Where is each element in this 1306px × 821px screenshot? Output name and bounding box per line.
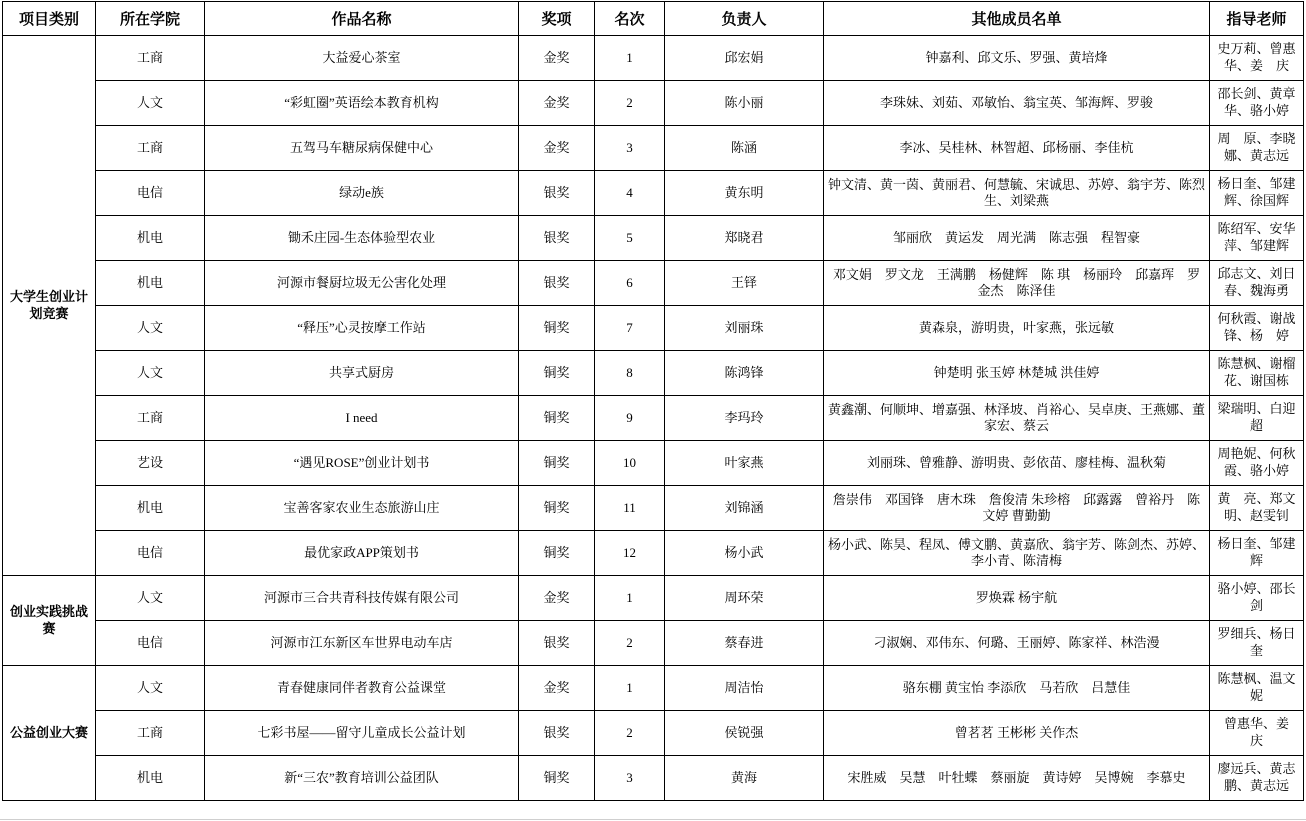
rank-cell: 5 <box>595 216 665 261</box>
table-row <box>3 486 1304 531</box>
advisor-cell: 梁瑞明、白迎超 <box>1210 396 1304 441</box>
college-cell: 电信 <box>96 531 205 576</box>
rank-cell: 6 <box>595 261 665 306</box>
members-cell: 李冰、吴桂林、林智超、邱杨丽、李佳杭 <box>824 126 1210 171</box>
table-row <box>3 126 1304 171</box>
advisor-cell: 邱志文、刘日春、魏海勇 <box>1210 261 1304 306</box>
advisor-cell: 骆小婷、邵长剑 <box>1210 576 1304 621</box>
members-cell: 邹丽欣 黄运发 周光满 陈志强 程智豪 <box>824 216 1210 261</box>
rank-cell: 12 <box>595 531 665 576</box>
category-cell: 创业实践挑战赛 <box>3 576 96 666</box>
advisor-cell: 杨日奎、邹建辉、徐国辉 <box>1210 171 1304 216</box>
table-row <box>3 531 1304 576</box>
table-row <box>3 36 1304 81</box>
work-cell: “遇见ROSE”创业计划书 <box>205 441 519 486</box>
rank-cell: 8 <box>595 351 665 396</box>
header-advisor: 指导老师 <box>1210 2 1304 36</box>
members-cell: 罗焕霖 杨宇航 <box>824 576 1210 621</box>
college-cell: 机电 <box>96 756 205 801</box>
award-cell: 银奖 <box>519 621 595 666</box>
rank-cell: 10 <box>595 441 665 486</box>
advisor-cell: 邵长剑、黄章华、骆小婷 <box>1210 81 1304 126</box>
work-cell: 共享式厨房 <box>205 351 519 396</box>
college-cell: 机电 <box>96 486 205 531</box>
members-cell: 钟文清、黄一茵、黄丽君、何慧毓、宋诚思、苏婷、翁宇芳、陈烈生、刘梁燕 <box>824 171 1210 216</box>
leader-cell: 刘锦涵 <box>665 486 824 531</box>
members-cell: 邓文娟 罗文龙 王满鹏 杨健辉 陈 琪 杨丽玲 邱嘉珲 罗金杰 陈泽佳 <box>824 261 1210 306</box>
award-cell: 银奖 <box>519 261 595 306</box>
members-cell: 宋胜威 吴慧 叶牡蝶 蔡丽旋 黄诗婷 吴博婉 李慕史 <box>824 756 1210 801</box>
work-cell: 新“三农”教育培训公益团队 <box>205 756 519 801</box>
members-cell: 李珠妹、刘茹、邓敏怡、翁宝英、邹海辉、罗骏 <box>824 81 1210 126</box>
award-cell: 铜奖 <box>519 531 595 576</box>
table-row <box>3 621 1304 666</box>
leader-cell: 叶家燕 <box>665 441 824 486</box>
rank-cell: 1 <box>595 36 665 81</box>
table-row <box>3 261 1304 306</box>
header-rank: 名次 <box>595 2 665 36</box>
work-cell: 青春健康同伴者教育公益课堂 <box>205 666 519 711</box>
college-cell: 电信 <box>96 171 205 216</box>
leader-cell: 侯锐强 <box>665 711 824 756</box>
leader-cell: 郑晓君 <box>665 216 824 261</box>
members-cell: 刘丽珠、曾雅静、游明贵、彭依苗、廖桂梅、温秋菊 <box>824 441 1210 486</box>
table-row <box>3 666 1304 711</box>
work-cell: 七彩书屋——留守儿童成长公益计划 <box>205 711 519 756</box>
table-row <box>3 711 1304 756</box>
advisor-cell: 罗细兵、杨日奎 <box>1210 621 1304 666</box>
rank-cell: 2 <box>595 81 665 126</box>
college-cell: 人文 <box>96 576 205 621</box>
work-cell: I need <box>205 396 519 441</box>
category-cell: 大学生创业计划竞赛 <box>3 36 96 576</box>
awards-table <box>2 1 1304 801</box>
table-row <box>3 756 1304 801</box>
work-cell: 锄禾庄园-生态体验型农业 <box>205 216 519 261</box>
members-cell: 刁淑娴、邓伟东、何璐、王丽婷、陈家祥、林浩漫 <box>824 621 1210 666</box>
advisor-cell: 周 原、李晓娜、黄志远 <box>1210 126 1304 171</box>
members-cell: 黄鑫潮、何顺坤、增嘉强、林泽坡、肖裕心、吴卓庚、王燕娜、董家宏、蔡云 <box>824 396 1210 441</box>
work-cell: 绿动e族 <box>205 171 519 216</box>
leader-cell: 黄东明 <box>665 171 824 216</box>
advisor-cell: 陈慧枫、温文妮 <box>1210 666 1304 711</box>
category-cell: 公益创业大赛 <box>3 666 96 801</box>
college-cell: 工商 <box>96 126 205 171</box>
advisor-cell: 曾惠华、姜 庆 <box>1210 711 1304 756</box>
members-cell: 钟楚明 张玉婷 林楚城 洪佳婷 <box>824 351 1210 396</box>
table-row <box>3 81 1304 126</box>
members-cell: 骆东棚 黄宝怡 李添欣 马若欣 吕慧佳 <box>824 666 1210 711</box>
award-cell: 金奖 <box>519 576 595 621</box>
rank-cell: 3 <box>595 756 665 801</box>
college-cell: 人文 <box>96 351 205 396</box>
rank-cell: 4 <box>595 171 665 216</box>
rank-cell: 2 <box>595 711 665 756</box>
leader-cell: 李玛玲 <box>665 396 824 441</box>
work-cell: 河源市江东新区车世界电动车店 <box>205 621 519 666</box>
college-cell: 机电 <box>96 261 205 306</box>
college-cell: 工商 <box>96 36 205 81</box>
rank-cell: 9 <box>595 396 665 441</box>
work-cell: 河源市三合共青科技传媒有限公司 <box>205 576 519 621</box>
advisor-cell: 陈绍军、安华萍、邹建辉 <box>1210 216 1304 261</box>
leader-cell: 陈涵 <box>665 126 824 171</box>
members-cell: 詹崇伟 邓国锋 唐木珠 詹俊清 朱珍榕 邱露露 曾裕丹 陈文婷 曹勤勤 <box>824 486 1210 531</box>
table-row <box>3 306 1304 351</box>
college-cell: 电信 <box>96 621 205 666</box>
work-cell: 河源市餐厨垃圾无公害化处理 <box>205 261 519 306</box>
award-cell: 铜奖 <box>519 756 595 801</box>
advisor-cell: 史万莉、曾惠华、姜 庆 <box>1210 36 1304 81</box>
leader-cell: 杨小武 <box>665 531 824 576</box>
table-row <box>3 576 1304 621</box>
rank-cell: 3 <box>595 126 665 171</box>
rank-cell: 1 <box>595 666 665 711</box>
college-cell: 人文 <box>96 666 205 711</box>
award-cell: 铜奖 <box>519 306 595 351</box>
college-cell: 艺设 <box>96 441 205 486</box>
award-cell: 铜奖 <box>519 486 595 531</box>
header-leader: 负责人 <box>665 2 824 36</box>
work-cell: “释压”心灵按摩工作站 <box>205 306 519 351</box>
award-cell: 银奖 <box>519 216 595 261</box>
award-cell: 金奖 <box>519 81 595 126</box>
work-cell: 大益爱心茶室 <box>205 36 519 81</box>
table-row <box>3 216 1304 261</box>
work-cell: 宝善客家农业生态旅游山庄 <box>205 486 519 531</box>
rank-cell: 7 <box>595 306 665 351</box>
work-cell: 五驾马车糖尿病保健中心 <box>205 126 519 171</box>
members-cell: 曾茗茗 王彬彬 关作杰 <box>824 711 1210 756</box>
award-cell: 铜奖 <box>519 441 595 486</box>
leader-cell: 邱宏娟 <box>665 36 824 81</box>
header-members: 其他成员名单 <box>824 2 1210 36</box>
college-cell: 人文 <box>96 81 205 126</box>
leader-cell: 王铎 <box>665 261 824 306</box>
college-cell: 工商 <box>96 396 205 441</box>
advisor-cell: 廖远兵、黄志鹏、黄志远 <box>1210 756 1304 801</box>
header-category: 项目类别 <box>3 2 96 36</box>
work-cell: “彩虹圈”英语绘本教育机构 <box>205 81 519 126</box>
leader-cell: 陈小丽 <box>665 81 824 126</box>
leader-cell: 周环荣 <box>665 576 824 621</box>
members-cell: 钟嘉利、邱文乐、罗强、黄培烽 <box>824 36 1210 81</box>
leader-cell: 周洁怡 <box>665 666 824 711</box>
leader-cell: 蔡春进 <box>665 621 824 666</box>
members-cell: 杨小武、陈昊、程凤、傅文鹏、黄嘉欣、翁宇芳、陈剑杰、苏婷、李小青、陈清梅 <box>824 531 1210 576</box>
leader-cell: 黄海 <box>665 756 824 801</box>
award-cell: 铜奖 <box>519 396 595 441</box>
advisor-cell: 何秋霞、谢战锋、杨 婷 <box>1210 306 1304 351</box>
work-cell: 最优家政APP策划书 <box>205 531 519 576</box>
members-cell: 黄森泉，游明贵，叶家燕，张远敏 <box>824 306 1210 351</box>
advisor-cell: 周艳妮、何秋霞、骆小婷 <box>1210 441 1304 486</box>
advisor-cell: 黄 亮、郑文明、赵雯钊 <box>1210 486 1304 531</box>
award-cell: 金奖 <box>519 126 595 171</box>
award-cell: 金奖 <box>519 36 595 81</box>
header-row <box>3 2 1304 36</box>
rank-cell: 2 <box>595 621 665 666</box>
leader-cell: 刘丽珠 <box>665 306 824 351</box>
advisor-cell: 陈慧枫、谢榴花、谢国栋 <box>1210 351 1304 396</box>
table-row <box>3 351 1304 396</box>
college-cell: 工商 <box>96 711 205 756</box>
header-award: 奖项 <box>519 2 595 36</box>
leader-cell: 陈鸿锋 <box>665 351 824 396</box>
award-cell: 银奖 <box>519 711 595 756</box>
college-cell: 机电 <box>96 216 205 261</box>
header-college: 所在学院 <box>96 2 205 36</box>
award-cell: 铜奖 <box>519 351 595 396</box>
award-cell: 银奖 <box>519 171 595 216</box>
college-cell: 人文 <box>96 306 205 351</box>
table-row <box>3 396 1304 441</box>
partial-gridline <box>0 819 1306 820</box>
advisor-cell: 杨日奎、邹建辉 <box>1210 531 1304 576</box>
table-row <box>3 441 1304 486</box>
rank-cell: 1 <box>595 576 665 621</box>
rank-cell: 11 <box>595 486 665 531</box>
table-row <box>3 171 1304 216</box>
header-work: 作品名称 <box>205 2 519 36</box>
award-cell: 金奖 <box>519 666 595 711</box>
